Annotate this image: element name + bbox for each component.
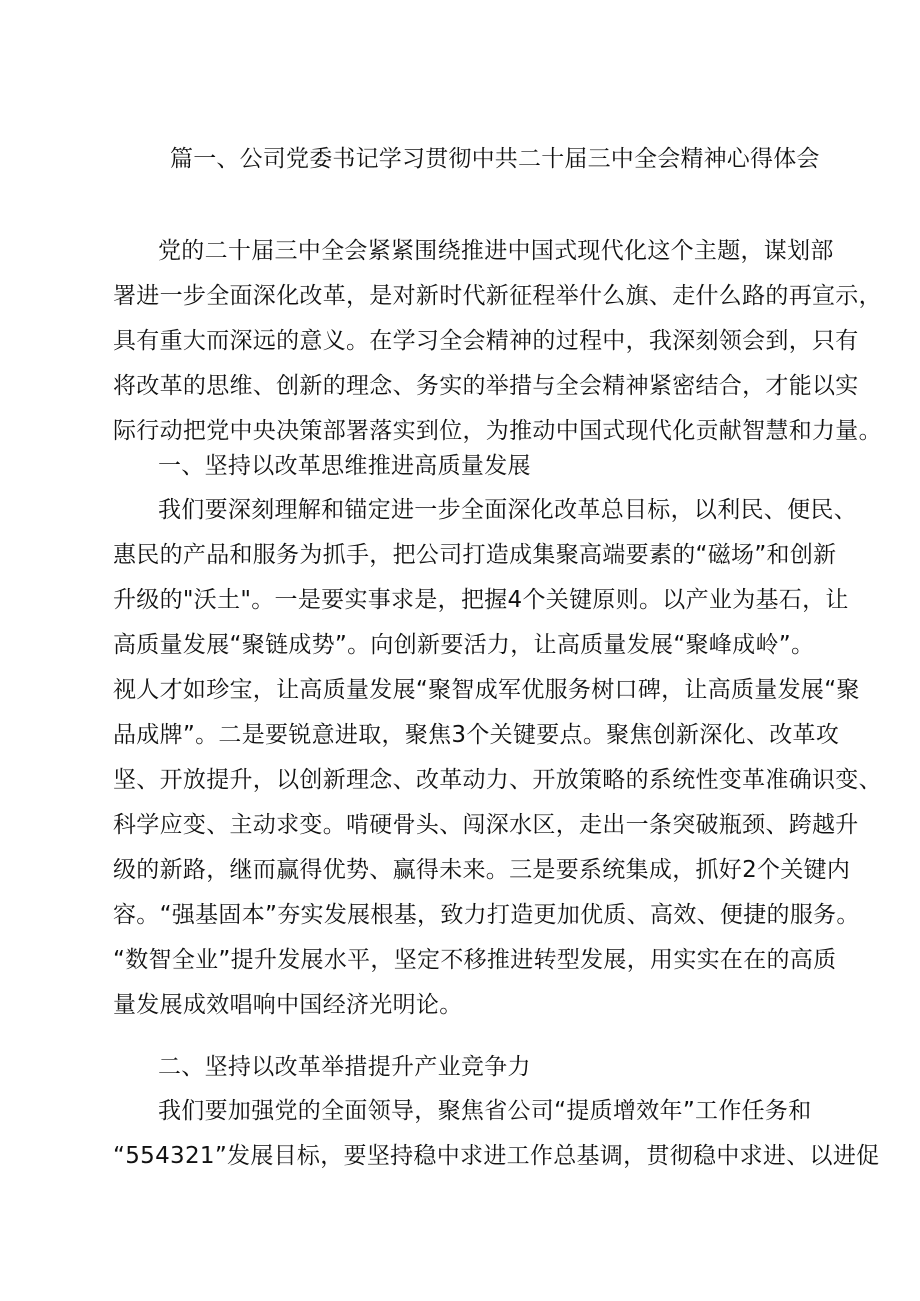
paragraph-line: 我们要加强党的全面领导，聚焦省公司“提质增效年”工作任务和 <box>158 1098 812 1124</box>
paragraph-line: 我们要深刻理解和锚定进一步全面深化改革总目标，以利民、便民、 <box>158 497 857 523</box>
paragraph-line: 将改革的思维、创新的理念、务实的举措与全会精神紧密结合，才能以实 <box>113 373 859 399</box>
paragraph-line: 际行动把党中央决策部署落实到位，为推动中国式现代化贡献智慧和力量。 <box>113 418 882 444</box>
paragraph-line: 级的新路，继而赢得优势、赢得未来。三是要系统集成，抓好2个关键内 <box>113 857 851 883</box>
paragraph-line: 升级的"沃土"。一是要实事求是，把握4个关键原则。以产业为基石，让 <box>113 587 849 613</box>
paragraph-line: 党的二十届三中全会紧紧围绕推进中国式现代化这个主题，谋划部 <box>158 238 834 264</box>
paragraph-line: 量发展成效唱响中国经济光明论。 <box>113 992 463 1018</box>
section-heading: 一、坚持以改革思维推进高质量发展 <box>158 453 531 479</box>
section-heading: 二、坚持以改革举措提升产业竞争力 <box>158 1054 531 1080</box>
paragraph-line: 高质量发展“聚链成势”。向创新要活力，让高质量发展“聚峰成岭”。 <box>113 632 815 658</box>
paragraph-line: “554321”发展目标，要坚持稳中求进工作总基调，贯彻稳中求进、以进促 <box>113 1143 880 1169</box>
paragraph-line: 署进一步全面深化改革，是对新时代新征程举什么旗、走什么路的再宣示， <box>113 283 882 309</box>
paragraph-line: 惠民的产品和服务为抓手，把公司打造成集聚高端要素的“磁场”和创新 <box>113 542 837 568</box>
paragraph-line: 具有重大而深远的意义。在学习全会精神的过程中，我深刻领会到，只有 <box>113 328 859 354</box>
paragraph-line: 品成牌”。二是要锐意进取，聚焦3个关键要点。聚焦创新深化、改革攻 <box>113 722 840 748</box>
paragraph-line: “数智全业”提升发展水平，坚定不移推进转型发展，用实实在在的高质 <box>113 947 837 973</box>
document-title: 篇一、公司党委书记学习贯彻中共二十届三中全会精神心得体会 <box>170 146 820 172</box>
paragraph-line: 科学应变、主动求变。啃硬骨头、闯深水区，走出一条突破瓶颈、跨越升 <box>113 812 859 838</box>
paragraph-line: 坚、开放提升，以创新理念、改革动力、开放策略的系统性变革准确识变、 <box>113 767 882 793</box>
paragraph-line: 容。“强基固本”夯实发展根基，致力打造更加优质、高效、便捷的服务。 <box>113 902 860 928</box>
paragraph-line: 视人才如珍宝，让高质量发展“聚智成军优服务树口碑，让高质量发展“聚 <box>113 677 860 703</box>
